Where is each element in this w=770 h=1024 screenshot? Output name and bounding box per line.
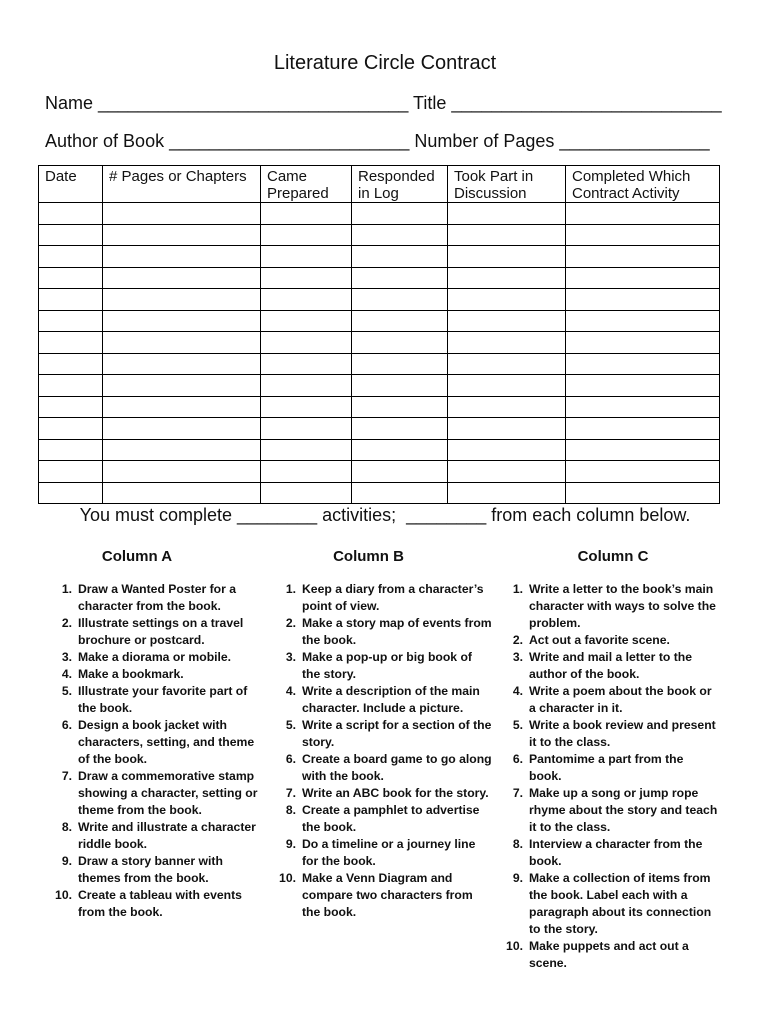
- list-item-number: 2.: [285, 616, 296, 630]
- table-cell: [352, 439, 448, 461]
- list-item-number: 4.: [512, 684, 523, 698]
- table-cell: [103, 418, 261, 440]
- instruction-part3: from each column below.: [491, 505, 691, 525]
- list-item-number: 10.: [279, 871, 296, 885]
- table-cell: [39, 332, 103, 354]
- list-item-number: 4.: [61, 667, 72, 681]
- list-item-text: Interview a character from the book.: [529, 837, 703, 868]
- table-cell: [566, 310, 720, 332]
- list-item-number: 9.: [512, 871, 523, 885]
- list-item: [270, 836, 492, 870]
- list-item-text: Create a board game to go along with the book.: [302, 752, 492, 783]
- column-a-heading: Column A: [101, 548, 173, 565]
- table-cell: [566, 396, 720, 418]
- list-item-text: Illustrate your favorite part of the book.: [78, 684, 248, 715]
- list-item-number: 6.: [512, 752, 523, 766]
- list-item-text: Illustrate settings on a travel brochure or postcard.: [78, 616, 244, 647]
- table-cell: [352, 267, 448, 289]
- name-title-line: Name _______________________________ Title ___________________________: [45, 93, 722, 113]
- table-cell: [352, 353, 448, 375]
- list-item: [497, 632, 719, 649]
- list-item: [46, 666, 268, 683]
- table-cell: [39, 439, 103, 461]
- column-a-list: [46, 581, 268, 921]
- list-item-number: 6.: [61, 718, 72, 732]
- table-cell: [39, 375, 103, 397]
- list-item: [270, 717, 492, 751]
- list-item-text: Create a pamphlet to advertise the book.: [302, 803, 480, 834]
- table-cell: [39, 310, 103, 332]
- list-item: [497, 751, 719, 785]
- table-cell: [566, 246, 720, 268]
- list-item-number: 8.: [512, 837, 523, 851]
- table-cell: [448, 418, 566, 440]
- list-item-text: Draw a commemorative stamp showing a character, setting or theme from the book.: [78, 769, 258, 817]
- list-item-text: Make a collection of items from the book. Label each with a paragraph about its connection to the story.: [529, 871, 712, 936]
- table-cell: [566, 482, 720, 504]
- column-a: [46, 548, 268, 921]
- table-row: [39, 332, 720, 354]
- table-row: [39, 289, 720, 311]
- list-item: [270, 802, 492, 836]
- list-item-number: 2.: [512, 633, 523, 647]
- list-item: [46, 717, 268, 768]
- table-cell: [39, 224, 103, 246]
- header-date: Date: [39, 166, 103, 203]
- table-cell: [566, 461, 720, 483]
- table-cell: [103, 332, 261, 354]
- list-item: [46, 853, 268, 887]
- table-cell: [103, 439, 261, 461]
- column-c-list: [497, 581, 719, 972]
- list-item-number: 3.: [285, 650, 296, 664]
- table-cell: [39, 353, 103, 375]
- table-cell: [103, 396, 261, 418]
- list-item-number: 6.: [285, 752, 296, 766]
- table-row: [39, 375, 720, 397]
- table-cell: [352, 418, 448, 440]
- table-cell: [566, 224, 720, 246]
- table-cell: [261, 375, 352, 397]
- table-cell: [448, 203, 566, 225]
- table-cell: [261, 396, 352, 418]
- name-label: Name: [45, 93, 94, 113]
- table-row: [39, 482, 720, 504]
- table-cell: [566, 203, 720, 225]
- column-b-heading: Column B: [333, 548, 404, 565]
- column-c: [497, 548, 719, 972]
- list-item-text: Make puppets and act out a scene.: [529, 939, 689, 970]
- table-cell: [261, 439, 352, 461]
- list-item-number: 8.: [285, 803, 296, 817]
- table-cell: [352, 375, 448, 397]
- list-item-text: Keep a diary from a character’s point of view.: [302, 582, 484, 613]
- list-item: [270, 581, 492, 615]
- table-row: [39, 267, 720, 289]
- table-row: [39, 439, 720, 461]
- table-cell: [352, 310, 448, 332]
- table-cell: [448, 310, 566, 332]
- list-item: [270, 785, 492, 802]
- table-cell: [448, 353, 566, 375]
- list-item-text: Write a poem about the book or a character in it.: [529, 684, 712, 715]
- table-cell: [39, 418, 103, 440]
- header-responded-in-log: Responded in Log: [352, 166, 448, 203]
- table-cell: [261, 246, 352, 268]
- table-cell: [352, 396, 448, 418]
- table-cell: [448, 289, 566, 311]
- list-item-number: 7.: [512, 786, 523, 800]
- title-label: Title: [413, 93, 447, 113]
- table-cell: [103, 289, 261, 311]
- table-cell: [566, 375, 720, 397]
- table-cell: [448, 332, 566, 354]
- list-item-number: 5.: [285, 718, 296, 732]
- table-cell: [352, 203, 448, 225]
- list-item-number: 1.: [512, 582, 523, 596]
- table-cell: [39, 396, 103, 418]
- list-item: [497, 581, 719, 632]
- table-cell: [103, 267, 261, 289]
- table-cell: [261, 482, 352, 504]
- table-cell: [566, 289, 720, 311]
- column-b-list: [270, 581, 492, 921]
- table-cell: [352, 246, 448, 268]
- list-item-text: Make a story map of events from the book.: [302, 616, 492, 647]
- table-cell: [39, 267, 103, 289]
- table-cell: [448, 461, 566, 483]
- list-item-text: Create a tableau with events from the book.: [78, 888, 242, 919]
- list-item-number: 1.: [285, 582, 296, 596]
- table-cell: [352, 461, 448, 483]
- list-item-number: 3.: [61, 650, 72, 664]
- table-cell: [103, 224, 261, 246]
- list-item: [497, 938, 719, 972]
- table-cell: [448, 396, 566, 418]
- table-cell: [261, 310, 352, 332]
- list-item: [46, 768, 268, 819]
- list-item-text: Write a book review and present it to the class.: [529, 718, 716, 749]
- table-cell: [448, 246, 566, 268]
- list-item-text: Do a timeline or a journey line for the book.: [302, 837, 476, 868]
- header-came-prepared: Came Prepared: [261, 166, 352, 203]
- list-item-text: Make a diorama or mobile.: [78, 650, 232, 664]
- pages-label: Number of Pages: [414, 131, 555, 151]
- list-item-text: Make up a song or jump rope rhyme about the story and teach it to the class.: [529, 786, 718, 834]
- list-item-number: 1.: [61, 582, 72, 596]
- list-item-text: Design a book jacket with characters, setting, and theme of the book.: [78, 718, 255, 766]
- table-cell: [261, 289, 352, 311]
- list-item: [270, 870, 492, 921]
- table-cell: [103, 375, 261, 397]
- instruction-part2: activities;: [322, 505, 397, 525]
- list-item-number: 7.: [285, 786, 296, 800]
- list-item: [270, 751, 492, 785]
- instruction-line: You must complete ________ activities; ________ from each column below.: [79, 505, 691, 525]
- table-cell: [448, 482, 566, 504]
- list-item-number: 10.: [55, 888, 72, 902]
- list-item: [270, 649, 492, 683]
- table-cell: [103, 246, 261, 268]
- table-cell: [448, 224, 566, 246]
- header-took-part: Took Part in Discussion: [448, 166, 566, 203]
- list-item: [46, 819, 268, 853]
- table-cell: [103, 461, 261, 483]
- table-cell: [261, 461, 352, 483]
- table-row: [39, 396, 720, 418]
- table-cell: [261, 332, 352, 354]
- table-cell: [352, 224, 448, 246]
- list-item-text: Draw a story banner with themes from the book.: [78, 854, 223, 885]
- list-item-text: Write a script for a section of the story.: [302, 718, 492, 749]
- list-item-text: Draw a Wanted Poster for a character from the book.: [78, 582, 237, 613]
- list-item: [270, 683, 492, 717]
- contract-log-table: [38, 165, 720, 504]
- table-cell: [448, 375, 566, 397]
- list-item-number: 8.: [61, 820, 72, 834]
- table-row: [39, 461, 720, 483]
- list-item-number: 9.: [61, 854, 72, 868]
- list-item-text: Make a bookmark.: [78, 667, 184, 681]
- list-item: [497, 717, 719, 751]
- list-item-number: 4.: [285, 684, 296, 698]
- list-item: [46, 683, 268, 717]
- table-row: [39, 224, 720, 246]
- instruction-part1: You must complete: [79, 505, 233, 525]
- table-cell: [566, 267, 720, 289]
- table-row: [39, 203, 720, 225]
- table-cell: [566, 439, 720, 461]
- list-item-text: Pantomime a part from the book.: [529, 752, 684, 783]
- author-label: Author of Book: [45, 131, 165, 151]
- list-item-text: Write and illustrate a character riddle book.: [78, 820, 256, 851]
- table-cell: [103, 482, 261, 504]
- table-cell: [39, 203, 103, 225]
- header-completed-activity: Completed Which Contract Activity: [566, 166, 720, 203]
- list-item-number: 3.: [512, 650, 523, 664]
- table-row: [39, 353, 720, 375]
- table-row: [39, 246, 720, 268]
- table-cell: [261, 353, 352, 375]
- list-item: [46, 615, 268, 649]
- table-cell: [352, 332, 448, 354]
- list-item-number: 9.: [285, 837, 296, 851]
- table-cell: [103, 203, 261, 225]
- table-cell: [566, 353, 720, 375]
- table-cell: [448, 267, 566, 289]
- list-item: [497, 785, 719, 836]
- list-item-text: Make a pop-up or big book of the story.: [302, 650, 472, 681]
- table-cell: [39, 482, 103, 504]
- header-pages-or-chapters: # Pages or Chapters: [103, 166, 261, 203]
- table-cell: [39, 461, 103, 483]
- list-item-text: Write and mail a letter to the author of the book.: [529, 650, 692, 681]
- table-cell: [352, 289, 448, 311]
- table-cell: [448, 439, 566, 461]
- column-c-heading: Column C: [577, 548, 649, 565]
- list-item: [270, 615, 492, 649]
- list-item-number: 5.: [61, 684, 72, 698]
- table-row: [39, 310, 720, 332]
- table-row: [39, 418, 720, 440]
- table-cell: [261, 224, 352, 246]
- list-item: [46, 649, 268, 666]
- list-item-number: 7.: [61, 769, 72, 783]
- list-item-number: 10.: [506, 939, 523, 953]
- list-item-text: Write a letter to the book’s main character with ways to solve the problem.: [529, 582, 716, 630]
- list-item-text: Write a description of the main character. Include a picture.: [302, 684, 480, 715]
- list-item-text: Act out a favorite scene.: [529, 633, 670, 647]
- column-b: [270, 548, 492, 921]
- list-item: [46, 581, 268, 615]
- list-item: [497, 836, 719, 870]
- list-item: [497, 683, 719, 717]
- table-cell: [103, 353, 261, 375]
- list-item-number: 5.: [512, 718, 523, 732]
- table-cell: [103, 310, 261, 332]
- table-cell: [261, 203, 352, 225]
- list-item-text: Write an ABC book for the story.: [302, 786, 489, 800]
- table-cell: [566, 332, 720, 354]
- list-item-number: 2.: [61, 616, 72, 630]
- page-title: Literature Circle Contract: [273, 52, 497, 74]
- list-item: [497, 870, 719, 938]
- table-cell: [39, 246, 103, 268]
- table-cell: [261, 418, 352, 440]
- list-item-text: Make a Venn Diagram and compare two characters from the book.: [302, 871, 473, 919]
- table-cell: [261, 267, 352, 289]
- list-item: [497, 649, 719, 683]
- table-cell: [39, 289, 103, 311]
- author-pages-line: Author of Book ________________________ Number of Pages _______________: [45, 131, 710, 151]
- table-cell: [352, 482, 448, 504]
- table-cell: [566, 418, 720, 440]
- list-item: [46, 887, 268, 921]
